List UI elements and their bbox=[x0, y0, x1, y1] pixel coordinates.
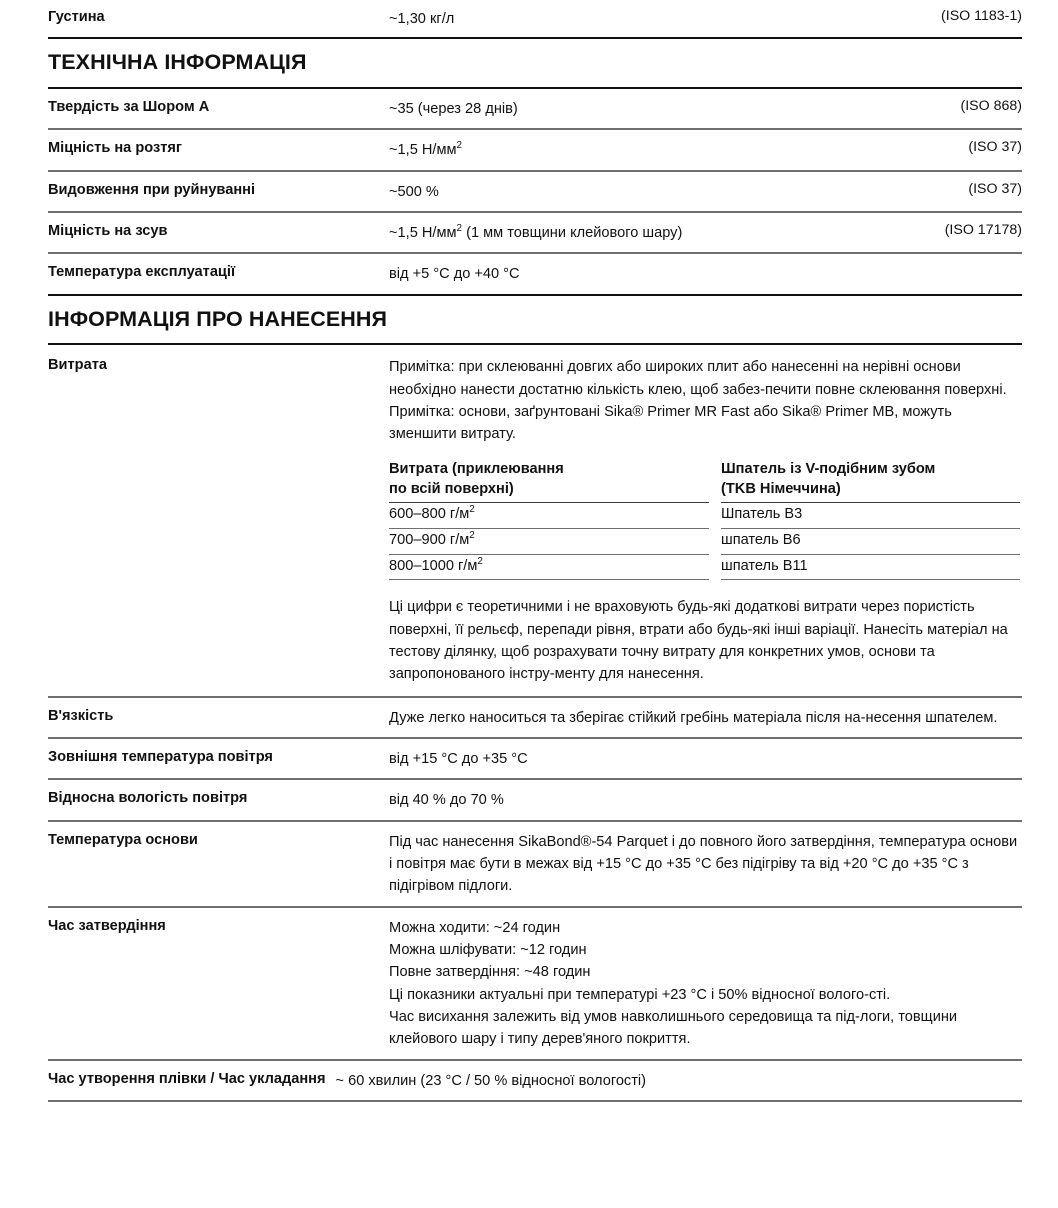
row-divider bbox=[48, 1100, 1022, 1102]
amount-superscript: 2 bbox=[469, 530, 475, 542]
row-value bbox=[389, 137, 954, 161]
table-row-consumption bbox=[48, 345, 1022, 695]
table-row bbox=[48, 172, 1022, 211]
value-tail: (1 мм товщини клейового шару) bbox=[462, 225, 683, 242]
row-value: від 40 % до 70 % bbox=[389, 792, 504, 809]
row-standard: (ISO 37) bbox=[968, 180, 1022, 197]
row-value: ~35 (через 28 днів) bbox=[389, 101, 518, 118]
consumption-header-tool bbox=[721, 458, 1020, 503]
row-standard: (ISO 37) bbox=[968, 139, 1022, 156]
table-row bbox=[48, 0, 1022, 37]
table-row bbox=[48, 89, 1022, 128]
row-label: Міцність на зсув bbox=[48, 223, 168, 240]
row-label: Відносна вологість повітря bbox=[48, 790, 248, 807]
header-line-2: по всій поверхні) bbox=[389, 481, 514, 498]
value-superscript: 2 bbox=[456, 140, 463, 152]
header-line-1: Шпатель із V-подібним зубом bbox=[721, 460, 936, 477]
row-standard: (ISO 1183-1) bbox=[941, 8, 1022, 24]
consumption-amount bbox=[389, 555, 709, 581]
consumption-tool: шпатель B6 bbox=[721, 529, 1020, 555]
consumption-tool: Шпатель B3 bbox=[721, 503, 1020, 529]
table-row bbox=[48, 739, 1022, 778]
row-label: В'язкість bbox=[48, 707, 114, 724]
consumption-amount bbox=[389, 529, 709, 555]
row-value: ~1,30 кг/л bbox=[389, 11, 455, 27]
row-label: Час затвердіння bbox=[48, 917, 166, 934]
consumption-header-amount bbox=[389, 458, 709, 503]
row-label: Видовження при руйнуванні bbox=[48, 181, 256, 198]
table-row bbox=[48, 213, 1022, 252]
consumption-tool: шпатель B11 bbox=[721, 555, 1020, 581]
value-text: ~1,5 Н/мм bbox=[389, 225, 457, 242]
row-value: Під час нанесення SikaBond®-54 Parquet і до повного його затвердіння, температура основи і повітря має бути в межах від +15 °C до +35 °C без підігріву та від +20 °C до +35 °C з підігрівом підлоги. bbox=[389, 833, 1018, 895]
row-label: Міцність на розтяг bbox=[48, 140, 182, 157]
curing-line: Час висихання залежить від умов навколишнього середовища та під-логи, товщини клейового шару і типу дерев'яного покриття. bbox=[389, 1008, 958, 1048]
row-label: Зовнішня температура повітря bbox=[48, 748, 273, 765]
consumption-amount bbox=[389, 503, 709, 529]
row-value: ~500 % bbox=[389, 183, 439, 200]
curing-line: Ці показники актуальні при температурі +23 °C і 50% відносної волого-сті. bbox=[389, 986, 891, 1003]
row-label: Температура основи bbox=[48, 831, 198, 848]
table-row bbox=[48, 254, 1022, 293]
consumption-table-header bbox=[389, 458, 1020, 503]
row-value: від +5 °C до +40 °C bbox=[389, 266, 520, 283]
row-value bbox=[389, 915, 1022, 1051]
table-row bbox=[48, 822, 1022, 906]
row-label: Час утворення плівки / Час укладання bbox=[48, 1070, 326, 1087]
consumption-table-row bbox=[389, 555, 1020, 581]
table-row bbox=[48, 130, 1022, 169]
row-label: Твердість за Шором A bbox=[48, 99, 210, 116]
row-value bbox=[389, 354, 1022, 685]
row-value: ~ 60 хвилин (23 °C / 50 % відносної вологості) bbox=[335, 1072, 647, 1089]
amount-superscript: 2 bbox=[477, 555, 483, 567]
header-line-1: Витрата (приклеювання bbox=[389, 460, 564, 477]
row-label: Витрата bbox=[48, 357, 107, 374]
value-text: ~1,5 Н/мм bbox=[389, 142, 457, 159]
row-value: від +15 °C до +35 °C bbox=[389, 750, 528, 767]
curing-line: Можна шліфувати: ~12 годин bbox=[389, 941, 587, 958]
row-value bbox=[389, 220, 931, 244]
row-standard: (ISO 17178) bbox=[944, 222, 1022, 239]
header-line-2: (TKB Німеччина) bbox=[721, 481, 841, 498]
value-superscript: 2 bbox=[456, 223, 463, 235]
consumption-table bbox=[389, 458, 1020, 581]
table-row bbox=[48, 780, 1022, 819]
table-row bbox=[48, 698, 1022, 737]
curing-line: Можна ходити: ~24 годин bbox=[389, 919, 561, 936]
amount-text: 800–1000 г/м bbox=[389, 557, 478, 574]
table-row bbox=[48, 1061, 1022, 1100]
consumption-table-row bbox=[389, 503, 1020, 529]
consumption-note-2: Примітка: основи, заґрунтовані Sika® Primer MR Fast або Sika® Primer MB, можуть зменшити витрату. bbox=[389, 404, 952, 443]
table-row-curing bbox=[48, 908, 1022, 1059]
row-label: Густина bbox=[48, 9, 105, 25]
amount-text: 600–800 г/м bbox=[389, 506, 470, 523]
section-heading-application: ІНФОРМАЦІЯ ПРО НАНЕСЕННЯ bbox=[48, 306, 388, 331]
row-standard bbox=[1008, 261, 1022, 263]
amount-superscript: 2 bbox=[469, 504, 475, 516]
section-heading-technical: ТЕХНІЧНА ІНФОРМАЦІЯ bbox=[48, 50, 307, 75]
consumption-table-row bbox=[389, 529, 1020, 555]
row-label: Температура експлуатації bbox=[48, 264, 236, 281]
consumption-footnote: Ці цифри є теоретичними і не враховують будь-які додаткові витрати через пористість поверхні, її рельєф, перепади рівня, втрати або будь-які інші варіації. Нанесіть матеріал на тестову ділянку, щоб розрахувати точну витрату для конкретних умов, основи та запропонованого інстру-менту для нанесення. bbox=[389, 599, 1008, 683]
amount-text: 700–900 г/м bbox=[389, 531, 470, 548]
curing-line: Повне затвердіння: ~48 годин bbox=[389, 964, 591, 981]
row-standard: (ISO 868) bbox=[960, 98, 1022, 115]
consumption-note-1: Примітка: при склеюванні довгих або широких плит або нанесенні на нерівні основи необхідно нанести достатню кількість клею, щоб забез-печити повне склеювання поверхні. bbox=[389, 359, 1007, 398]
row-value: Дуже легко наноситься та зберігає стійкий гребінь матеріала після на-несення шпателем. bbox=[389, 709, 998, 726]
